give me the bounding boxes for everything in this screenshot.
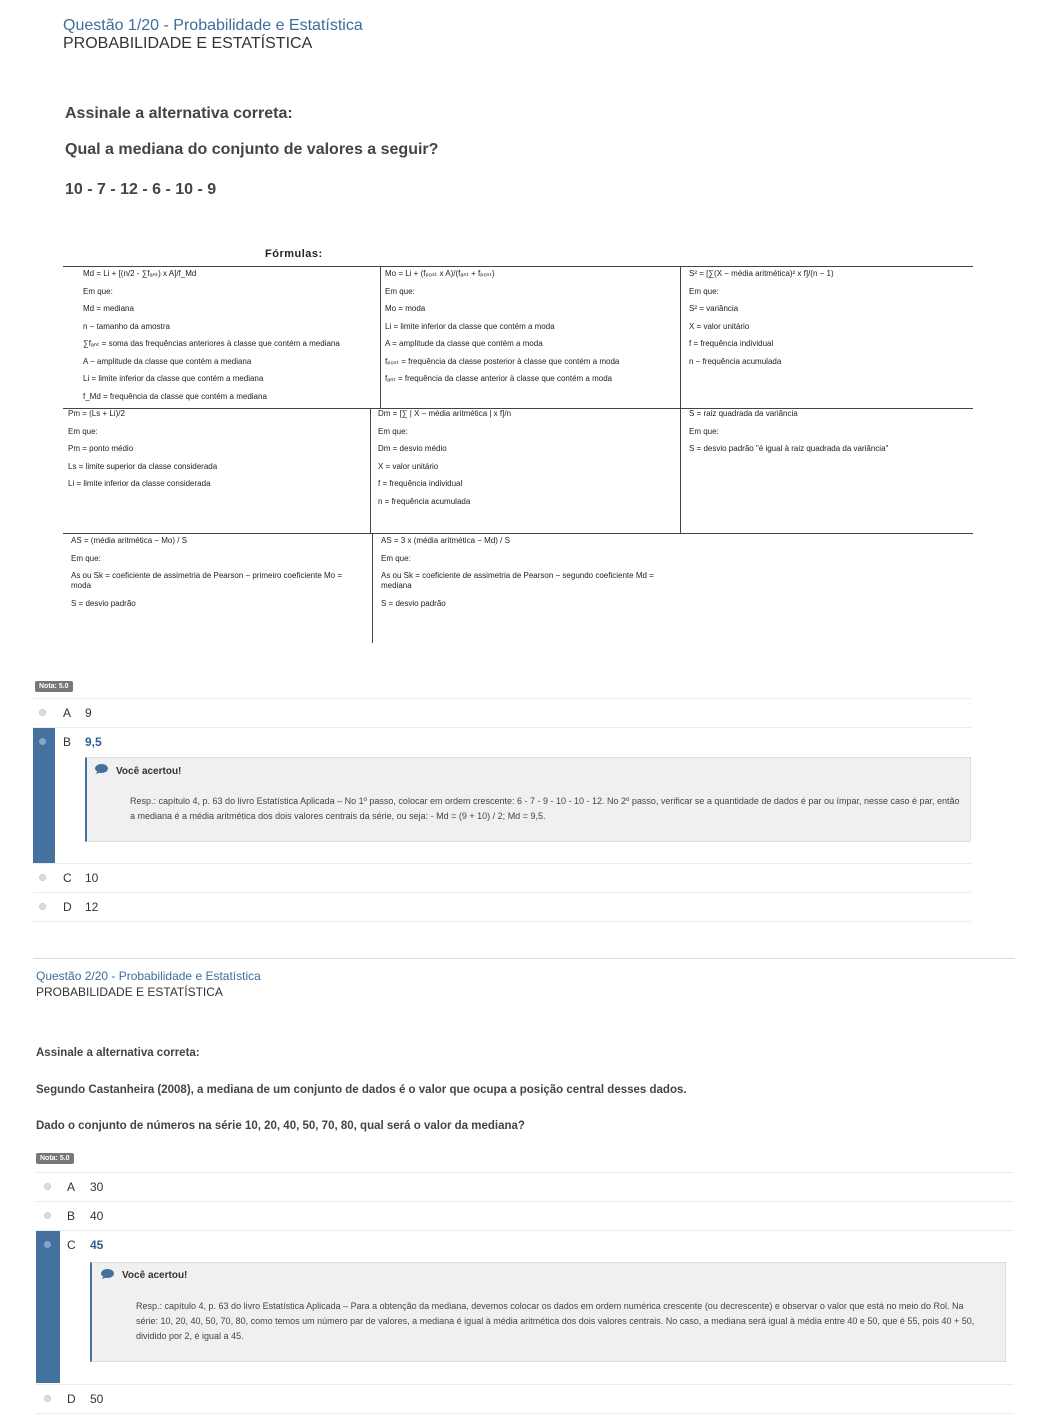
option-value: 10	[85, 871, 99, 885]
option-d[interactable]	[36, 1384, 1014, 1414]
formula-line: Pm = ponto médio	[68, 444, 134, 453]
option-a[interactable]	[36, 1172, 1014, 1201]
formula-line: S = desvio padrão "é igual à raiz quadrada da variância"	[689, 444, 889, 453]
radio-icon[interactable]	[44, 1212, 51, 1219]
speech-bubble-icon	[101, 1269, 114, 1279]
formula-line: n = frequência acumulada	[378, 496, 471, 506]
option-b[interactable]	[33, 727, 971, 756]
feedback-box	[85, 757, 971, 842]
formula-line: As ou Sk = coeficiente de assimetria de Pearson − primeiro coeficiente Mo = moda	[71, 571, 343, 590]
option-value: 9	[85, 706, 92, 720]
option-letter: B	[67, 1209, 76, 1223]
formula-line: X = valor unitário	[378, 461, 439, 471]
feedback-text: Resp.: capítulo 4, p. 63 do livro Estatística Aplicada – No 1º passo, colocar em ordem crescente: 6 - 7 - 9 - 10 - 10 - 12. No 2º passo, verificar se a quantidade de dados é par ou ímpar, nesse caso é par, então a mediana é a média aritmética dos dois valores centrais da série, ou seja: - Md = (9 + 10) / 2; Md = 9,5.	[130, 796, 960, 821]
option-value: 9,5	[85, 735, 102, 749]
option-letter: B	[63, 735, 72, 749]
formula-line: Em que:	[68, 426, 98, 436]
formula-line: S = desvio padrão	[71, 598, 136, 608]
radio-icon[interactable]	[44, 1241, 51, 1248]
option-letter: D	[67, 1392, 76, 1406]
formula-line: Dm = desvio médio	[378, 444, 447, 453]
formula-line: Pm = (Ls + Li)/2	[68, 409, 125, 418]
formula-line: Li = limite inferior da classe que contém a mediana	[83, 374, 264, 383]
formula-line: As ou Sk = coeficiente de assimetria de Pearson − segundo coeficiente Md = mediana	[381, 571, 654, 590]
formula-line: fₐₙₜ = frequência da classe anterior à classe que contém a moda	[385, 374, 613, 383]
formula-line: fₚₒₛₜ = frequência da classe posterior à classe que contém a moda	[385, 356, 620, 366]
question-separator	[33, 958, 1015, 959]
option-c[interactable]	[33, 863, 971, 892]
divider	[63, 533, 973, 534]
grade-badge: Nota: 5.0	[36, 1153, 74, 1164]
formula-cell-mode	[385, 269, 667, 392]
option-b[interactable]	[36, 1201, 1014, 1230]
divider	[380, 266, 381, 408]
option-c[interactable]	[36, 1230, 1014, 1259]
radio-icon[interactable]	[39, 874, 46, 881]
option-value: 30	[90, 1180, 104, 1194]
grade-badge: Nota: 5.0	[35, 681, 73, 692]
formula-line: f = frequência individual	[378, 479, 463, 488]
radio-icon[interactable]	[44, 1183, 51, 1190]
question-2-subject: PROBABILIDADE E ESTATÍSTICA	[36, 985, 223, 999]
formula-table	[63, 248, 973, 643]
option-letter: A	[67, 1180, 76, 1194]
formula-line: Em que:	[689, 286, 719, 296]
feedback-box	[90, 1262, 1006, 1362]
question-2-context: Segundo Castanheira (2008), a mediana de um conjunto de dados é o valor que ocupa a posição central desses dados.	[36, 1084, 687, 1096]
formula-line: Md = mediana	[83, 304, 134, 313]
formula-line: Md = Li + [(n/2 - ∑fₐₙₜ) x A]/f_Md	[83, 269, 197, 278]
formula-cell-variance	[689, 269, 959, 374]
divider	[680, 266, 681, 533]
feedback-title: Você acertou!	[116, 766, 182, 777]
formula-cell-midpoint	[68, 409, 363, 497]
formula-cell-pearson-1	[71, 536, 361, 616]
formula-cell-pearson-2	[381, 536, 671, 616]
formula-line: Li = limite inferior da classe que contém a moda	[385, 321, 555, 331]
question-2-instruction: Assinale a alternativa correta:	[36, 1047, 200, 1059]
formula-line: AS = (média aritmética − Mo) / S	[71, 536, 188, 545]
formula-line: Em que:	[689, 426, 719, 436]
formula-line: AS = 3 x (média aritmética − Md) / S	[381, 536, 510, 545]
question-1-subject: PROBABILIDADE E ESTATÍSTICA	[63, 35, 313, 52]
option-letter: D	[63, 900, 72, 914]
formula-line: S = raiz quadrada da variância	[689, 409, 798, 418]
formula-line: Em que:	[378, 426, 408, 436]
radio-icon[interactable]	[39, 738, 46, 745]
option-value: 40	[90, 1209, 104, 1223]
option-letter: C	[67, 1238, 76, 1252]
option-a[interactable]	[33, 698, 971, 727]
speech-bubble-icon	[95, 764, 108, 774]
divider	[372, 533, 373, 643]
formula-line: Em que:	[385, 286, 415, 296]
formula-line: n − frequência acumulada	[689, 356, 782, 366]
divider	[370, 408, 371, 533]
formula-cell-mean-deviation	[378, 409, 673, 514]
formula-cell-median	[83, 269, 368, 409]
formula-line: Mo = Li + (fₚₒₛₜ x A)/(fₐₙₜ + fₚₒₛₜ)	[385, 269, 495, 278]
radio-icon[interactable]	[39, 903, 46, 910]
option-letter: A	[63, 706, 72, 720]
formula-line: Mo = moda	[385, 304, 426, 313]
formula-line: X = valor unitário	[689, 321, 750, 331]
formula-line: S = desvio padrão	[381, 598, 446, 608]
formula-line: f = frequência individual	[689, 339, 774, 348]
formula-line: Li = limite inferior da classe considerada	[68, 479, 211, 488]
option-value: 45	[90, 1238, 104, 1252]
formula-line: f_Md = frequência da classe que contém a mediana	[83, 391, 267, 401]
formula-table-title: Fórmulas:	[265, 248, 323, 260]
formula-line: A − amplitude da classe que contém a mediana	[83, 356, 252, 366]
option-letter: C	[63, 871, 72, 885]
formula-line: Em que:	[71, 553, 101, 563]
question-1-instruction: Assinale a alternativa correta:	[65, 105, 293, 122]
option-value: 12	[85, 900, 99, 914]
feedback-text: Resp.: capítulo 4, p. 63 do livro Estatística Aplicada – Para a obtenção da mediana, devemos colocar os dados em ordem numérica crescente (ou decrescente) e observar o valor que está no meio do Rol. Na série: 10, 20, 40, 50, 70, 80, como temos um número par de valores, a mediana é igual à média aritmética dos dois valores centrais. No caso, a mediana será igual à média entre 40 e 50, que é 55, pois 40 + 50, dividido por 2, é igual a 45.	[136, 1301, 975, 1341]
question-1-title-link[interactable]: Questão 1/20 - Probabilidade e Estatística	[63, 17, 363, 34]
divider	[63, 266, 973, 267]
formula-line: ∑fₐₙₜ = soma das frequências anteriores à classe que contém a mediana	[83, 339, 340, 348]
formula-line: n − tamanho da amostra	[83, 321, 170, 331]
radio-icon[interactable]	[39, 709, 46, 716]
feedback-title: Você acertou!	[122, 1270, 188, 1281]
formula-line: Dm = [∑ | X − média aritmética | x f]/n	[378, 409, 512, 418]
question-2-title-link[interactable]: Questão 2/20 - Probabilidade e Estatística	[36, 969, 261, 983]
formula-line: Ls = limite superior da classe considerada	[68, 461, 218, 471]
option-d[interactable]	[33, 892, 971, 922]
formula-line: S² = variância	[689, 304, 739, 313]
question-1-prompt: Qual a mediana do conjunto de valores a seguir?	[65, 141, 439, 158]
formula-line: Em que:	[83, 286, 113, 296]
question-2-prompt: Dado o conjunto de números na série 10, 20, 40, 50, 70, 80, qual será o valor da mediana?	[36, 1120, 525, 1132]
formula-line: A = amplitude da classe que contém a moda	[385, 339, 543, 348]
option-value: 50	[90, 1392, 104, 1406]
formula-line: S² = [∑(X − média aritmética)² x f]/(n − 1)	[689, 269, 834, 278]
formula-line: Em que:	[381, 553, 411, 563]
formula-cell-std-deviation	[689, 409, 959, 462]
radio-icon[interactable]	[44, 1395, 51, 1402]
question-1-values: 10 - 7 - 12 - 6 - 10 - 9	[65, 181, 217, 198]
